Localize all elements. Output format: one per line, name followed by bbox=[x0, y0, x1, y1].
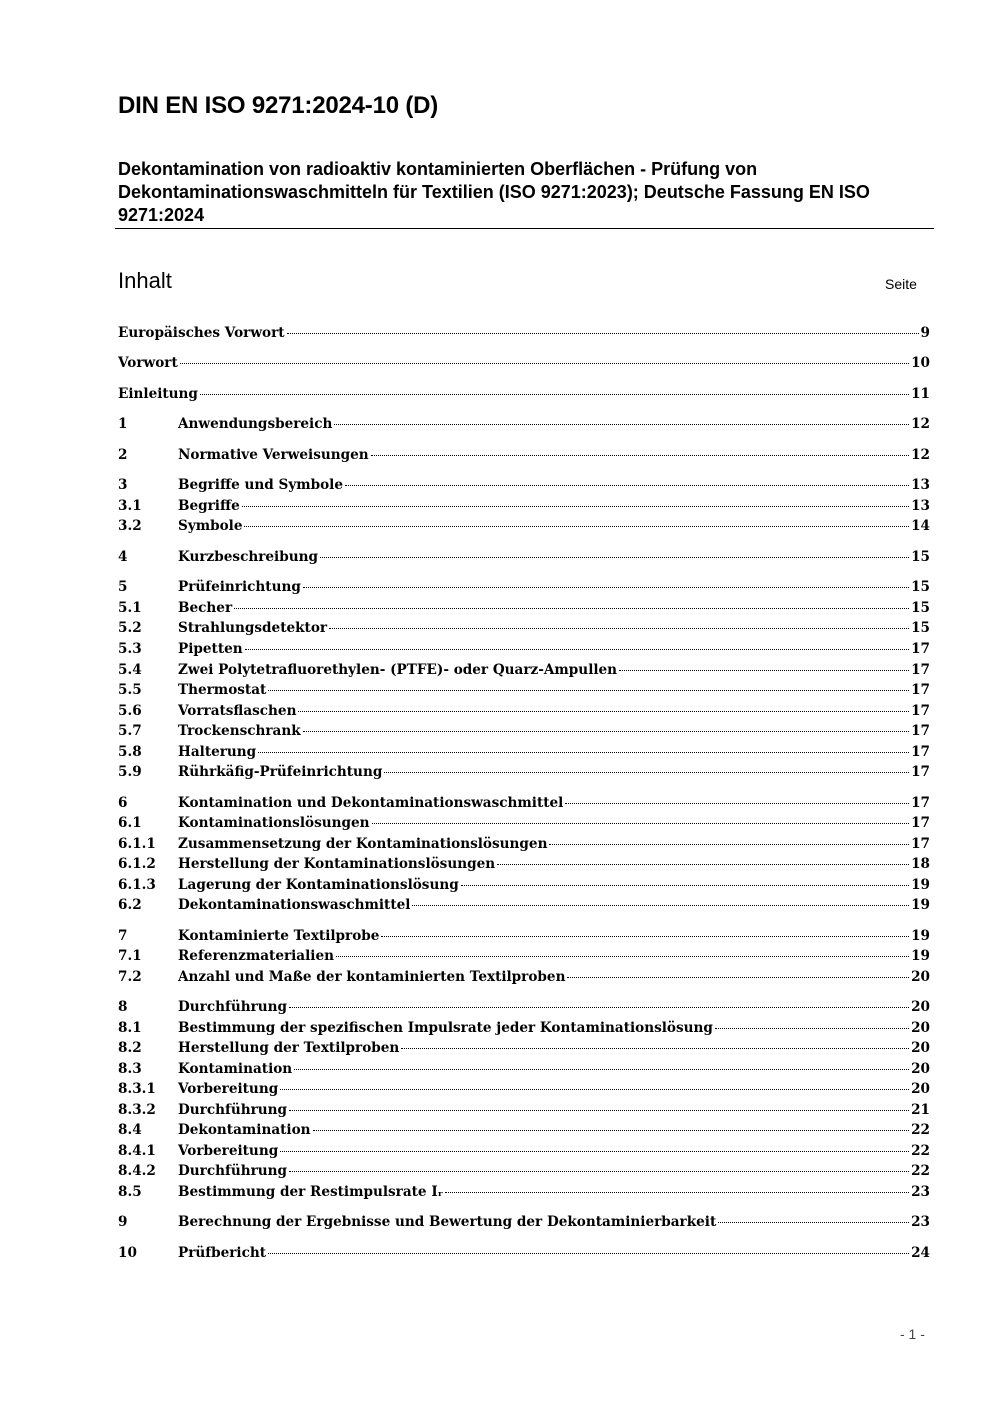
toc-entry-number: 6.1 bbox=[118, 815, 142, 831]
toc-entry-page: 15 bbox=[911, 600, 930, 616]
toc-entry-title: Thermostat bbox=[178, 682, 267, 698]
toc-dot-leader bbox=[313, 1130, 910, 1131]
toc-entry-page: 10 bbox=[911, 355, 930, 371]
toc-dot-leader bbox=[294, 1069, 909, 1070]
toc-entry[interactable] bbox=[118, 836, 930, 856]
toc-dot-leader bbox=[280, 1089, 909, 1090]
toc-entry[interactable] bbox=[118, 999, 930, 1019]
toc-entry-number: 8.4.2 bbox=[118, 1163, 156, 1179]
toc-entry-number: 8.3.1 bbox=[118, 1081, 156, 1097]
toc-entry[interactable] bbox=[118, 549, 930, 569]
toc-entry-page: 20 bbox=[911, 999, 930, 1015]
toc-dot-leader bbox=[258, 752, 909, 753]
toc-dot-leader bbox=[244, 526, 909, 527]
toc-entry[interactable] bbox=[118, 815, 930, 835]
toc-entry-title: Herstellung der Kontaminationslösungen bbox=[178, 856, 496, 872]
page-column-label: Seite bbox=[885, 276, 917, 292]
toc-entry-page: 19 bbox=[911, 948, 930, 964]
toc-dot-leader bbox=[298, 711, 909, 712]
toc-entry-page: 14 bbox=[911, 518, 930, 534]
toc-entry[interactable] bbox=[118, 1081, 930, 1101]
contents-heading: Inhalt bbox=[118, 268, 172, 293]
toc-entry-number: 5 bbox=[118, 579, 128, 595]
toc-dot-leader bbox=[381, 936, 909, 937]
toc-entry-page: 12 bbox=[911, 447, 930, 463]
toc-dot-leader bbox=[303, 587, 909, 588]
toc-entry[interactable] bbox=[118, 1143, 930, 1163]
toc-entry-title: Bestimmung der spezifischen Impulsrate jeder Kontaminationslösung bbox=[178, 1020, 713, 1036]
toc-entry-number: 3.2 bbox=[118, 518, 142, 534]
toc-entry[interactable] bbox=[118, 477, 930, 497]
toc-entry-title: Bestimmung der Restimpulsrate Iᵣ bbox=[178, 1184, 444, 1200]
toc-entry-title: Trockenschrank bbox=[178, 723, 301, 739]
toc-dot-leader bbox=[289, 1171, 909, 1172]
toc-entry[interactable] bbox=[118, 355, 930, 375]
toc-entry-page: 13 bbox=[911, 477, 930, 493]
toc-entry-number: 7.2 bbox=[118, 969, 142, 985]
toc-entry-number: 5.4 bbox=[118, 662, 142, 678]
toc-entry-number: 5.1 bbox=[118, 600, 142, 616]
toc-entry-number: 8.3 bbox=[118, 1061, 142, 1077]
toc-entry-page: 22 bbox=[911, 1143, 930, 1159]
toc-entry[interactable] bbox=[118, 498, 930, 518]
toc-entry-page: 17 bbox=[911, 836, 930, 852]
toc-entry-title: Durchführung bbox=[178, 999, 288, 1015]
toc-entry[interactable] bbox=[118, 386, 930, 406]
toc-dot-leader bbox=[303, 731, 909, 732]
toc-entry-page: 20 bbox=[911, 1020, 930, 1036]
toc-dot-leader bbox=[445, 1192, 909, 1193]
toc-entry-title: Becher bbox=[178, 600, 233, 616]
toc-entry-title: Berechnung der Ergebnisse und Bewertung der Dekontaminierbarkeit bbox=[178, 1214, 717, 1230]
toc-dot-leader bbox=[242, 506, 909, 507]
toc-entry-number: 7 bbox=[118, 928, 128, 944]
toc-entry-page: 17 bbox=[911, 815, 930, 831]
toc-entry-title: Prüfbericht bbox=[178, 1245, 267, 1261]
toc-entry-number: 5.9 bbox=[118, 764, 142, 780]
toc-entry[interactable] bbox=[118, 1102, 930, 1122]
toc-entry[interactable] bbox=[118, 744, 930, 764]
toc-dot-leader bbox=[715, 1028, 909, 1029]
toc-entry-page: 24 bbox=[911, 1245, 930, 1261]
toc-entry-number: 5.2 bbox=[118, 620, 142, 636]
toc-entry-number: 9 bbox=[118, 1214, 128, 1230]
toc-entry[interactable] bbox=[118, 447, 930, 467]
toc-entry[interactable] bbox=[118, 1245, 930, 1265]
toc-entry-page: 17 bbox=[911, 703, 930, 719]
document-subtitle: Dekontamination von radioaktiv kontaminierten Oberflächen - Prüfung von Dekontaminationswaschmitteln für Textilien (ISO 9271:2023); Deutsche Fassung EN ISO 9271:2024 bbox=[118, 159, 870, 225]
toc-entry-page: 17 bbox=[911, 662, 930, 678]
toc-entry-page: 9 bbox=[920, 325, 930, 341]
toc-entry-page: 23 bbox=[911, 1214, 930, 1230]
toc-entry-page: 12 bbox=[911, 416, 930, 432]
toc-entry-page: 19 bbox=[911, 897, 930, 913]
toc-dot-leader bbox=[334, 424, 909, 425]
toc-entry-number: 8.5 bbox=[118, 1184, 142, 1200]
toc-entry-number: 8.4.1 bbox=[118, 1143, 156, 1159]
toc-entry-title: Normative Verweisungen bbox=[178, 447, 369, 463]
toc-entry-page: 20 bbox=[911, 1040, 930, 1056]
toc-entry-title: Kontamination bbox=[178, 1061, 293, 1077]
toc-dot-leader bbox=[245, 649, 909, 650]
toc-entry-page: 17 bbox=[911, 764, 930, 780]
toc-entry-number: 3 bbox=[118, 477, 128, 493]
toc-entry-title: Vorbereitung bbox=[178, 1143, 279, 1159]
toc-entry-number: 3.1 bbox=[118, 498, 142, 514]
toc-entry[interactable] bbox=[118, 1061, 930, 1081]
toc-dot-leader bbox=[497, 864, 909, 865]
toc-entry[interactable] bbox=[118, 641, 930, 661]
toc-entry[interactable] bbox=[118, 764, 930, 784]
toc-dot-leader bbox=[345, 485, 909, 486]
toc-entry-title: Rührkäfig-Prüfeinrichtung bbox=[178, 764, 383, 780]
toc-dot-leader bbox=[280, 1151, 909, 1152]
toc-entry[interactable] bbox=[118, 795, 930, 815]
toc-dot-leader bbox=[567, 977, 909, 978]
toc-entry-page: 18 bbox=[911, 856, 930, 872]
toc-entry-page: 17 bbox=[911, 641, 930, 657]
toc-entry-page: 19 bbox=[911, 928, 930, 944]
toc-entry-page: 22 bbox=[911, 1163, 930, 1179]
toc-entry-title: Zwei Polytetrafluorethylen- (PTFE)- oder Quarz-Ampullen bbox=[178, 662, 618, 678]
toc-entry-title: Begriffe und Symbole bbox=[178, 477, 343, 493]
toc-entry[interactable] bbox=[118, 948, 930, 968]
toc-entry[interactable] bbox=[118, 877, 930, 897]
toc-entry[interactable] bbox=[118, 662, 930, 682]
toc-entry-title: Begriffe bbox=[178, 498, 240, 514]
toc-entry-page: 17 bbox=[911, 795, 930, 811]
toc-entry-title: Dekontamination bbox=[178, 1122, 311, 1138]
toc-entry-title: Anzahl und Maße der kontaminierten Textilproben bbox=[178, 969, 566, 985]
toc-dot-leader bbox=[234, 608, 909, 609]
toc-entry-title: Referenzmaterialien bbox=[178, 948, 334, 964]
toc-entry-title: Kontaminationslösungen bbox=[178, 815, 370, 831]
toc-entry-page: 13 bbox=[911, 498, 930, 514]
toc-dot-leader bbox=[549, 844, 909, 845]
toc-dot-leader bbox=[200, 394, 909, 395]
toc-dot-leader bbox=[619, 670, 909, 671]
toc-entry-number: 1 bbox=[118, 416, 128, 432]
toc-entry[interactable] bbox=[118, 325, 930, 345]
toc-entry[interactable] bbox=[118, 897, 930, 917]
toc-entry-number: 5.6 bbox=[118, 703, 142, 719]
toc-entry-number: 6.1.1 bbox=[118, 836, 156, 852]
toc-dot-leader bbox=[289, 1007, 909, 1008]
toc-entry-number: 8 bbox=[118, 999, 128, 1015]
toc-dot-leader bbox=[461, 885, 909, 886]
title-divider bbox=[115, 228, 934, 229]
toc-dot-leader bbox=[371, 455, 909, 456]
toc-dot-leader bbox=[180, 363, 909, 364]
toc-entry-title: Strahlungsdetektor bbox=[178, 620, 328, 636]
toc-entry[interactable] bbox=[118, 723, 930, 743]
toc-entry-title: Dekontaminationswaschmittel bbox=[178, 897, 411, 913]
toc-dot-leader bbox=[384, 772, 909, 773]
toc-entry-title: Pipetten bbox=[178, 641, 243, 657]
toc-entry-title: Lagerung der Kontaminationslösung bbox=[178, 877, 459, 893]
toc-entry-title: Durchführung bbox=[178, 1102, 288, 1118]
toc-entry-title: Vorratsflaschen bbox=[178, 703, 297, 719]
toc-entry-number: 5.3 bbox=[118, 641, 142, 657]
toc-entry[interactable] bbox=[118, 1214, 930, 1234]
toc-entry-number: 5.7 bbox=[118, 723, 142, 739]
toc-entry-title: Anwendungsbereich bbox=[178, 416, 333, 432]
toc-entry-page: 15 bbox=[911, 620, 930, 636]
toc-entry-title: Europäisches Vorwort bbox=[118, 325, 285, 341]
toc-entry[interactable] bbox=[118, 928, 930, 948]
toc-entry-page: 20 bbox=[911, 1081, 930, 1097]
toc-entry-number: 6.1.2 bbox=[118, 856, 156, 872]
toc-entry-number: 6.2 bbox=[118, 897, 142, 913]
toc-dot-leader bbox=[287, 333, 919, 334]
toc-entry-title: Prüfeinrichtung bbox=[178, 579, 301, 595]
document-title: DIN EN ISO 9271:2024-10 (D) bbox=[118, 92, 439, 119]
toc-entry[interactable] bbox=[118, 703, 930, 723]
toc-entry[interactable] bbox=[118, 579, 930, 599]
toc-dot-leader bbox=[718, 1222, 909, 1223]
toc-entry-number: 8.4 bbox=[118, 1122, 142, 1138]
toc-entry-page: 20 bbox=[911, 1061, 930, 1077]
toc-entry-title: Kurzbeschreibung bbox=[178, 549, 318, 565]
toc-entry[interactable] bbox=[118, 856, 930, 876]
toc-dot-leader bbox=[565, 803, 909, 804]
toc-entry-number: 2 bbox=[118, 447, 128, 463]
toc-entry-title: Herstellung der Textilproben bbox=[178, 1040, 400, 1056]
toc-entry-page: 17 bbox=[911, 723, 930, 739]
toc-entry-title: Vorwort bbox=[118, 355, 178, 371]
toc-entry[interactable] bbox=[118, 1040, 930, 1060]
toc-entry-number: 6.1.3 bbox=[118, 877, 156, 893]
toc-entry-page: 21 bbox=[911, 1102, 930, 1118]
toc-entry[interactable] bbox=[118, 969, 930, 989]
toc-entry-number: 5.8 bbox=[118, 744, 142, 760]
toc-dot-leader bbox=[329, 628, 909, 629]
toc-entry-number: 8.1 bbox=[118, 1020, 142, 1036]
toc-entry[interactable] bbox=[118, 416, 930, 436]
toc-entry-title: Vorbereitung bbox=[178, 1081, 279, 1097]
toc-dot-leader bbox=[289, 1110, 909, 1111]
toc-dot-leader bbox=[412, 905, 909, 906]
toc-entry[interactable] bbox=[118, 1184, 930, 1204]
toc-entry-page: 17 bbox=[911, 744, 930, 760]
toc-entry-page: 23 bbox=[911, 1184, 930, 1200]
toc-entry-title: Einleitung bbox=[118, 386, 198, 402]
toc-entry-page: 22 bbox=[911, 1122, 930, 1138]
toc-entry-number: 5.5 bbox=[118, 682, 142, 698]
toc-entry-title: Kontamination und Dekontaminationswaschmittel bbox=[178, 795, 564, 811]
toc-entry[interactable] bbox=[118, 620, 930, 640]
toc-entry-number: 10 bbox=[118, 1245, 137, 1261]
toc-entry-title: Halterung bbox=[178, 744, 257, 760]
toc-dot-leader bbox=[336, 956, 909, 957]
toc-entry-page: 17 bbox=[911, 682, 930, 698]
toc-dot-leader bbox=[401, 1048, 909, 1049]
toc-dot-leader bbox=[320, 557, 909, 558]
toc-entry[interactable] bbox=[118, 1122, 930, 1142]
toc-entry-title: Durchführung bbox=[178, 1163, 288, 1179]
toc-entry-page: 19 bbox=[911, 877, 930, 893]
toc-entry-number: 8.2 bbox=[118, 1040, 142, 1056]
toc-dot-leader bbox=[268, 1253, 909, 1254]
toc-entry[interactable] bbox=[118, 1020, 930, 1040]
toc-entry[interactable] bbox=[118, 682, 930, 702]
toc-entry-number: 6 bbox=[118, 795, 128, 811]
toc-dot-leader bbox=[268, 690, 909, 691]
toc-entry-title: Zusammensetzung der Kontaminationslösungen bbox=[178, 836, 548, 852]
toc-entry[interactable] bbox=[118, 518, 930, 538]
toc-entry[interactable] bbox=[118, 600, 930, 620]
toc-entry[interactable] bbox=[118, 1163, 930, 1183]
toc-entry-page: 20 bbox=[911, 969, 930, 985]
toc-entry-page: 15 bbox=[911, 549, 930, 565]
toc-entry-number: 4 bbox=[118, 549, 128, 565]
toc-entry-page: 15 bbox=[911, 579, 930, 595]
toc-entry-number: 7.1 bbox=[118, 948, 142, 964]
toc-dot-leader bbox=[372, 823, 910, 824]
toc-entry-title: Symbole bbox=[178, 518, 243, 534]
toc-entry-title: Kontaminierte Textilprobe bbox=[178, 928, 380, 944]
toc-entry-page: 11 bbox=[911, 386, 930, 402]
page-number: - 1 - bbox=[900, 1326, 925, 1342]
toc-entry-number: 8.3.2 bbox=[118, 1102, 156, 1118]
